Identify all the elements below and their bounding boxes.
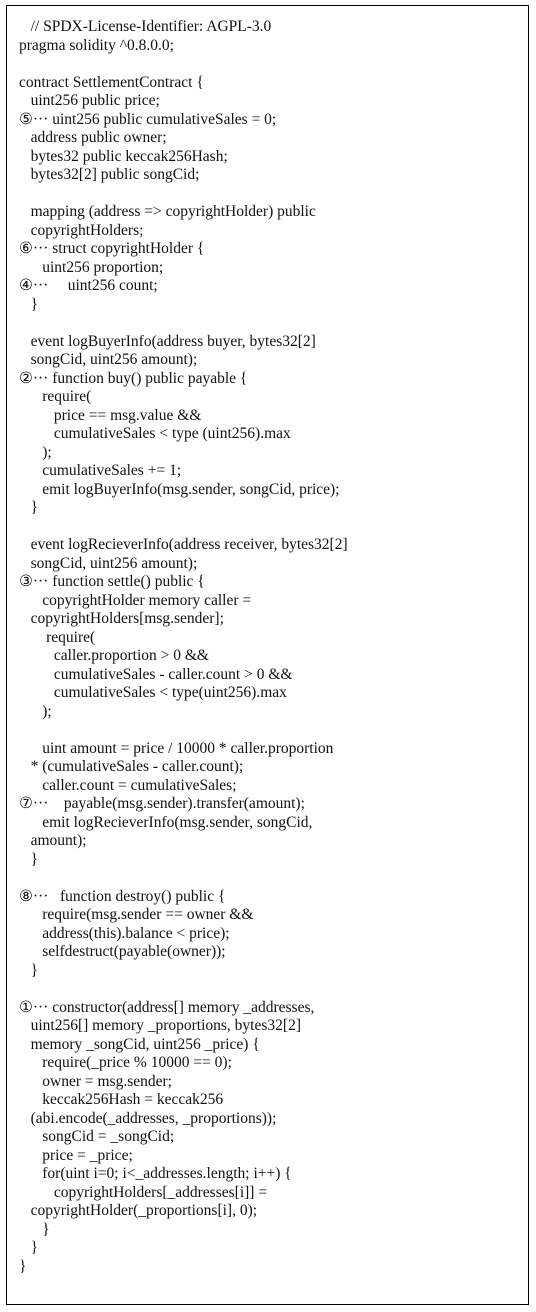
code-line: contract SettlementContract {: [19, 73, 204, 91]
code-line: ③··· function settle() public {: [19, 573, 205, 590]
code-line: keccak256Hash = keccak256: [19, 1091, 224, 1108]
code-line: address(this).balance < price);: [19, 924, 230, 942]
code-line: songCid, uint256 amount);: [19, 554, 198, 572]
code-line: ⑦··· payable(msg.sender).transfer(amount);: [19, 795, 305, 812]
code-listing: [19, 18, 348, 1276]
code-line: (abi.encode(_addresses, _proportions));: [19, 1109, 277, 1127]
code-line: memory _songCid, uint256 _price) {: [19, 1035, 260, 1053]
code-line: );: [19, 443, 52, 461]
code-line: address public owner;: [19, 129, 167, 146]
code-line: [19, 869, 348, 888]
code-line: ⑥··· struct copyrightHolder {: [19, 240, 205, 257]
code-line: uint256 proportion;: [19, 258, 164, 276]
code-line: copyrightHolder(_proportions[i], 0);: [19, 1202, 258, 1219]
code-line: [19, 980, 348, 999]
code-line: cumulativeSales += 1;: [19, 462, 182, 479]
code-line: cumulativeSales - caller.count > 0 &&: [19, 665, 293, 683]
code-listing-box: [6, 5, 529, 1305]
code-line: cumulativeSales < type (uint256).max: [19, 425, 291, 442]
code-line: event logRecieverInfo(address receiver, bytes32[2]: [19, 536, 348, 553]
code-line: mapping (address => copyrightHolder) public: [19, 203, 316, 220]
code-line: [19, 314, 348, 333]
code-line: uint256[] memory _proportions, bytes32[2]: [19, 1017, 301, 1034]
code-line: emit logRecieverInfo(msg.sender, songCid,: [19, 813, 313, 831]
code-line: }: [19, 1220, 50, 1238]
code-line: caller.count = cumulativeSales;: [19, 776, 237, 794]
code-line: copyrightHolders[_addresses[i]] =: [19, 1183, 268, 1201]
code-line: caller.proportion > 0 &&: [19, 647, 209, 664]
code-line: [19, 185, 348, 204]
code-line: price = _price;: [19, 1146, 133, 1164]
code-line: event logBuyerInfo(address buyer, bytes32[2]: [19, 332, 316, 350]
code-line: }: [19, 850, 39, 868]
code-line: selfdestruct(payable(owner));: [19, 943, 226, 960]
code-line: );: [19, 702, 52, 720]
code-line: [19, 518, 348, 537]
code-line: uint256 public price;: [19, 92, 160, 109]
code-line: songCid, uint256 amount);: [19, 351, 198, 368]
code-line: cumulativeSales < type(uint256).max: [19, 684, 287, 701]
code-line: songCid = _songCid;: [19, 1128, 175, 1145]
code-line: }: [19, 961, 39, 979]
code-line: // SPDX-License-Identifier: AGPL-3.0: [19, 18, 272, 35]
code-line: emit logBuyerInfo(msg.sender, songCid, price);: [19, 480, 340, 498]
code-line: bytes32[2] public songCid;: [19, 166, 200, 183]
code-line: for(uint i=0; i<_addresses.length; i++) {: [19, 1165, 292, 1182]
code-line: ⑧··· function destroy() public {: [19, 887, 226, 905]
code-line: ⑤··· uint256 public cumulativeSales = 0;: [19, 110, 277, 128]
code-line: price == msg.value &&: [19, 406, 202, 424]
code-line: ②··· function buy() public payable {: [19, 369, 248, 387]
code-line: }: [19, 499, 39, 516]
code-line: [19, 55, 348, 74]
code-line: owner = msg.sender;: [19, 1072, 172, 1090]
code-line: ①··· constructor(address[] memory _addresses,: [19, 998, 315, 1016]
code-line: require(_price % 10000 == 0);: [19, 1054, 232, 1071]
code-line: bytes32 public keccak256Hash;: [19, 147, 228, 165]
code-line: [19, 721, 348, 740]
code-line: }: [19, 295, 39, 313]
code-line: copyrightHolder memory caller =: [19, 591, 252, 609]
code-line: * (cumulativeSales - caller.count);: [19, 758, 244, 775]
code-line: ④··· uint256 count;: [19, 277, 158, 294]
code-line: require(msg.sender == owner &&: [19, 906, 254, 923]
code-line: uint amount = price / 10000 * caller.proportion: [19, 739, 334, 757]
code-line: require(: [19, 388, 92, 405]
code-line: }: [19, 1239, 39, 1256]
code-line: amount);: [19, 832, 87, 849]
code-line: pragma solidity ^0.8.0.0;: [19, 36, 174, 54]
code-line: require(: [19, 628, 96, 646]
code-line: }: [19, 1257, 27, 1275]
code-line: copyrightHolders;: [19, 221, 144, 239]
code-line: copyrightHolders[msg.sender];: [19, 610, 224, 627]
